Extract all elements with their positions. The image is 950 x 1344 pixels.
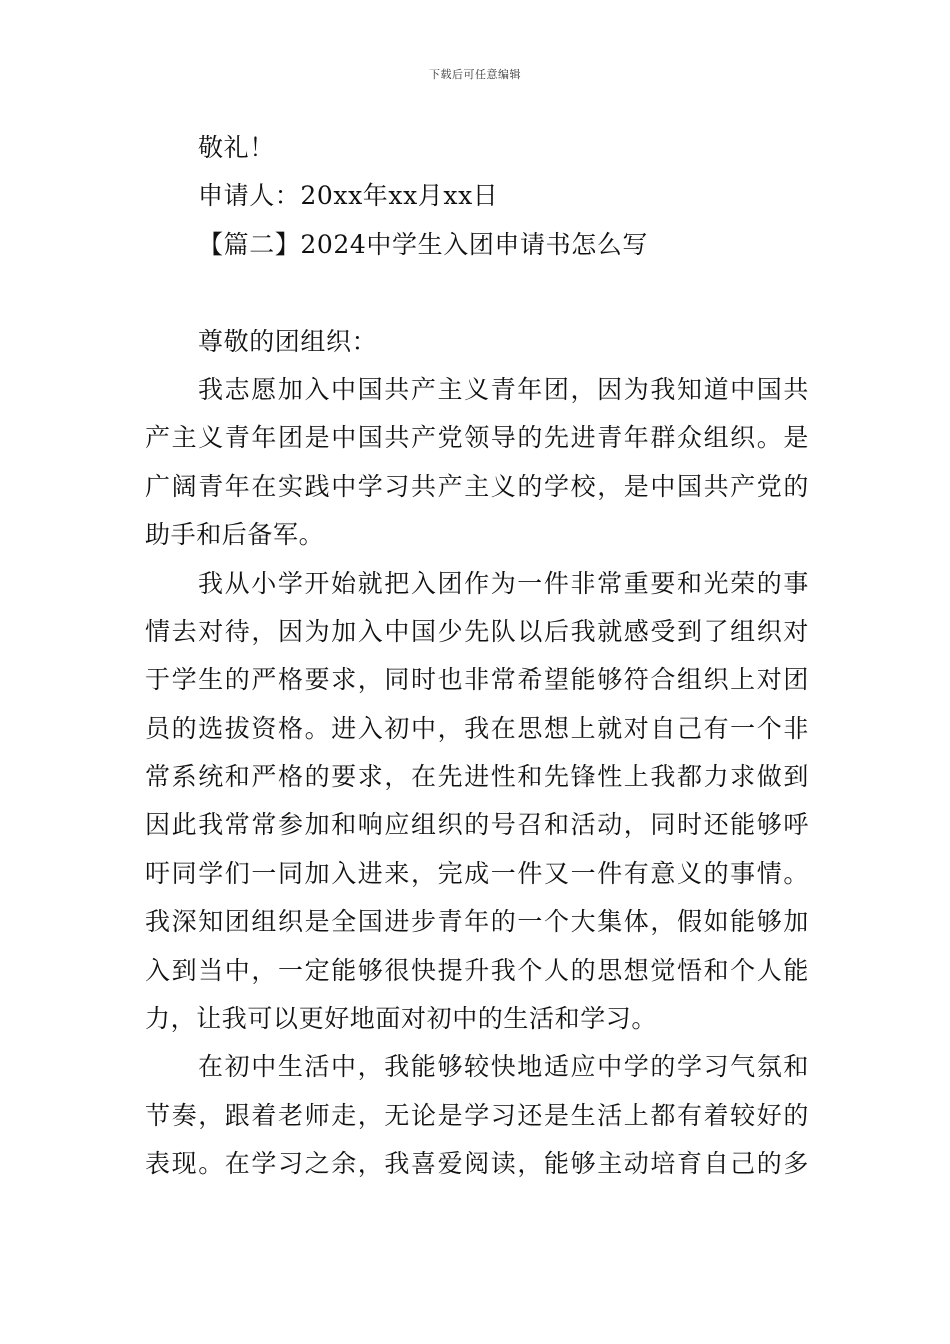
paragraph bbox=[145, 366, 809, 560]
paragraph-line: 广阔青年在实践中学习共产主义的学校，是中国共产党的 bbox=[145, 471, 809, 501]
paragraph-line: 我从小学开始就把入团作为一件非常重要和光荣的事 bbox=[198, 568, 809, 598]
paragraph-line: 产主义青年团是中国共产党领导的先进青年群众组织。是 bbox=[145, 423, 809, 453]
closing-salute: 敬礼！ bbox=[198, 133, 275, 162]
page-header-note: 下载后可任意编辑 bbox=[429, 68, 521, 81]
paragraph-line: 表现。在学习之余，我喜爱阅读，能够主动培育自己的多 bbox=[145, 1149, 809, 1179]
document-body bbox=[145, 124, 809, 1189]
paragraph-line: 因此我常常参加和响应组织的号召和活动，同时还能够呼 bbox=[145, 810, 809, 840]
paragraph-line: 在初中生活中，我能够较快地适应中学的学习气氛和 bbox=[198, 1052, 809, 1082]
paragraph bbox=[145, 560, 809, 1044]
paragraph-line: 我深知团组织是全国进步青年的一个大集体，假如能够加 bbox=[145, 907, 809, 937]
paragraph-line: 我志愿加入中国共产主义青年团，因为我知道中国共 bbox=[198, 374, 809, 404]
paragraph-line: 情去对待，因为加入中国少先队以后我就感受到了组织对 bbox=[145, 616, 809, 646]
applicant-date: 申请人：20xx年xx月xx日 bbox=[198, 181, 499, 211]
greeting: 尊敬的团组织： bbox=[198, 326, 378, 356]
paragraph-line: 于学生的严格要求，同时也非常希望能够符合组织上对团 bbox=[145, 665, 809, 695]
paragraph-line: 常系统和严格的要求，在先进性和先锋性上我都力求做到 bbox=[145, 762, 809, 792]
blank-line bbox=[145, 269, 809, 317]
paragraph-line: 节奏，跟着老师走，无论是学习还是生活上都有着较好的 bbox=[145, 1100, 809, 1130]
paragraph-line: 入到当中，一定能够很快提升我个人的思想觉悟和个人能 bbox=[145, 955, 809, 985]
paragraph bbox=[145, 1043, 809, 1188]
paragraph-line: 员的选拔资格。进入初中，我在思想上就对自己有一个非 bbox=[145, 713, 809, 743]
paragraph-line: 力，让我可以更好地面对初中的生活和学习。 bbox=[145, 1004, 658, 1034]
paragraph-line: 吁同学们一同加入进来，完成一件又一件有意义的事情。 bbox=[145, 858, 809, 888]
section-title: 【篇二】2024中学生入团申请书怎么写 bbox=[198, 229, 649, 259]
paragraph-line: 助手和后备军。 bbox=[145, 520, 325, 550]
